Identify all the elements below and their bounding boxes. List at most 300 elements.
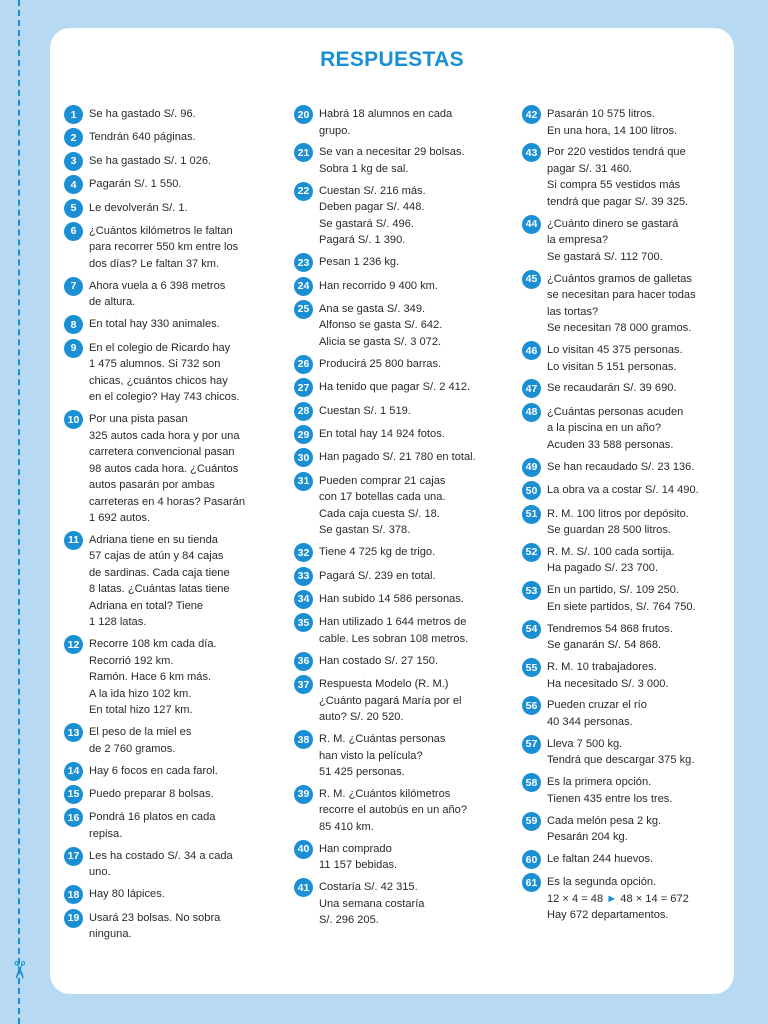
answer-line: ¿Cuántas personas acuden xyxy=(547,405,684,418)
answer-text xyxy=(89,724,191,757)
answer-line: chicas, ¿cuántos chicos hay xyxy=(89,374,228,387)
answer-line: Se van a necesitar 29 bolsas. xyxy=(319,146,465,159)
answer-text xyxy=(319,473,445,539)
answer-number-badge: 6 xyxy=(64,222,83,241)
answer-line: En total hay 330 animales. xyxy=(89,318,220,331)
answer-item xyxy=(522,506,742,539)
answer-line: Cuestan S/. 216 más. xyxy=(319,184,426,197)
answer-text xyxy=(89,223,238,273)
answer-item xyxy=(294,841,514,874)
answer-line: Pagará S/. 239 en total. xyxy=(319,569,436,582)
answer-line: En un partido, S/. 109 250. xyxy=(547,584,679,597)
answer-text xyxy=(89,340,239,406)
answer-line: de sardinas. Cada caja tiene xyxy=(89,566,230,579)
answer-line: Han utilizado 1 644 metros de xyxy=(319,616,467,629)
answer-line: han visto la película? xyxy=(319,749,423,762)
answer-number-badge: 7 xyxy=(64,277,83,296)
answer-line: Pagarán S/. 1 550. xyxy=(89,178,182,191)
answer-line: R. M. 100 litros por depósito. xyxy=(547,507,689,520)
answer-line: Lo visitan 5 151 personas. xyxy=(547,360,677,373)
answer-item xyxy=(294,278,514,296)
answer-line: Puedo preparar 8 bolsas. xyxy=(89,787,214,800)
answer-text xyxy=(319,278,438,295)
answer-line: Han pagado S/. 21 780 en total. xyxy=(319,451,476,464)
answer-line: ¿Cuántos kilómetros le faltan xyxy=(89,224,233,237)
answer-line: R. M. S/. 100 cada sortija. xyxy=(547,545,675,558)
answer-line: Es la segunda opción. xyxy=(547,876,657,889)
answer-item xyxy=(64,200,284,218)
answer-line: Producirá 25 800 barras. xyxy=(319,357,442,370)
answer-number-badge: 61 xyxy=(522,873,541,892)
answer-text xyxy=(89,129,196,146)
answer-line: se necesitan para hacer todas xyxy=(547,289,696,302)
answer-line: ¿Cuánto pagará María por el xyxy=(319,694,462,707)
answer-line: Recorrió 192 km. xyxy=(89,654,174,667)
answer-number-badge: 37 xyxy=(294,675,313,694)
answer-line: 85 410 km. xyxy=(319,820,374,833)
answer-number-badge: 35 xyxy=(294,613,313,632)
answer-line: Lleva 7 500 kg. xyxy=(547,737,623,750)
answer-text xyxy=(547,736,694,769)
answer-line: repisa. xyxy=(89,827,123,840)
answer-text xyxy=(89,848,233,881)
answer-number-badge: 59 xyxy=(522,812,541,831)
answer-text xyxy=(319,106,452,139)
answer-text xyxy=(547,342,683,375)
answer-item xyxy=(294,568,514,586)
cut-line xyxy=(18,0,20,1024)
answer-line: Respuesta Modelo (R. M.) xyxy=(319,678,449,691)
answer-text xyxy=(547,380,677,397)
answer-text xyxy=(319,426,445,443)
answer-text xyxy=(319,614,468,647)
answer-line: Ahora vuela a 6 398 metros xyxy=(89,279,226,292)
answer-line: 57 cajas de atún y 84 cajas xyxy=(89,550,224,563)
answer-text xyxy=(547,697,647,730)
answer-number-badge: 55 xyxy=(522,658,541,677)
answer-line: Alicia se gasta S/. 3 072. xyxy=(319,335,442,348)
answer-text xyxy=(319,301,442,351)
answer-text xyxy=(547,621,673,654)
answer-item xyxy=(64,106,284,124)
answer-line: ninguna. xyxy=(89,928,132,941)
answer-line: Sobra 1 kg de sal. xyxy=(319,162,409,175)
answer-item xyxy=(64,848,284,881)
answer-item xyxy=(522,342,742,375)
answer-number-badge: 49 xyxy=(522,458,541,477)
answer-item xyxy=(522,459,742,477)
answer-line: Pueden comprar 21 cajas xyxy=(319,474,446,487)
answer-item xyxy=(294,301,514,351)
answer-line: Le devolverán S/. 1. xyxy=(89,201,188,214)
answer-item xyxy=(64,786,284,804)
answer-text xyxy=(547,144,688,210)
answer-text xyxy=(319,879,424,929)
answer-number-badge: 27 xyxy=(294,378,313,397)
answer-number-badge: 18 xyxy=(64,885,83,904)
answer-number-badge: 19 xyxy=(64,909,83,928)
answer-line: 325 autos cada hora y por una xyxy=(89,429,240,442)
answer-line: Costaría S/. 42 315. xyxy=(319,881,418,894)
answer-text xyxy=(89,886,165,903)
answers-column-3 xyxy=(522,106,742,929)
answer-line: Les ha costado S/. 34 a cada xyxy=(89,849,233,862)
answer-text xyxy=(319,591,464,608)
answer-number-badge: 57 xyxy=(522,735,541,754)
answer-item xyxy=(64,411,284,527)
answers-column-2 xyxy=(294,106,514,934)
answer-number-badge: 8 xyxy=(64,315,83,334)
answer-item xyxy=(294,786,514,836)
answer-line: Por 220 vestidos tendrá que xyxy=(547,146,686,159)
answer-text xyxy=(89,106,196,123)
answer-line: Cada caja cuesta S/. 18. xyxy=(319,507,440,520)
answer-line: Han costado S/. 27 150. xyxy=(319,654,439,667)
answer-line: El peso de la miel es xyxy=(89,726,192,739)
answer-item xyxy=(64,153,284,171)
answer-line: Ramón. Hace 6 km más. xyxy=(89,671,212,684)
answer-line: Se gastará S/. 112 700. xyxy=(547,250,663,263)
answer-number-badge: 52 xyxy=(522,543,541,562)
answer-line: Alfonso se gasta S/. 642. xyxy=(319,319,443,332)
answer-text xyxy=(319,183,426,249)
answer-line: Hay 80 lápices. xyxy=(89,888,165,901)
answer-text xyxy=(547,851,653,868)
answer-line: En una hora, 14 100 litros. xyxy=(547,124,678,137)
answer-text xyxy=(89,200,188,217)
answer-text xyxy=(547,582,696,615)
answer-text xyxy=(89,153,211,170)
answer-line: ¿Cuántos gramos de galletas xyxy=(547,272,692,285)
answer-number-badge: 36 xyxy=(294,652,313,671)
answer-line: Se necesitan 78 000 gramos. xyxy=(547,322,692,335)
answer-number-badge: 20 xyxy=(294,105,313,124)
answer-line: A la ida hizo 102 km. xyxy=(89,687,192,700)
answer-item xyxy=(64,316,284,334)
answer-line: Se gastan S/. 378. xyxy=(319,524,411,537)
answer-item xyxy=(522,659,742,692)
answer-number-badge: 10 xyxy=(64,410,83,429)
answer-text xyxy=(319,544,435,561)
answer-item xyxy=(522,736,742,769)
answer-line: carreteras en 4 horas? Pasarán xyxy=(89,495,246,508)
answers-column-1 xyxy=(64,106,284,948)
answer-text xyxy=(547,271,696,337)
answer-number-badge: 12 xyxy=(64,635,83,654)
answer-text xyxy=(319,356,441,373)
answer-text xyxy=(319,653,438,670)
answer-item xyxy=(64,532,284,631)
answer-item xyxy=(64,809,284,842)
answer-item xyxy=(522,106,742,139)
answer-number-badge: 30 xyxy=(294,448,313,467)
answer-line: Hay 672 departamentos. xyxy=(547,909,669,922)
answer-line: recorre el autobús en un año? xyxy=(319,804,468,817)
answer-line: Pagará S/. 1 390. xyxy=(319,234,406,247)
answer-item xyxy=(294,426,514,444)
answer-line: Tienen 435 entre los tres. xyxy=(547,792,673,805)
answer-line: Es la primera opción. xyxy=(547,776,652,789)
answer-text xyxy=(547,106,677,139)
answer-text xyxy=(89,176,182,193)
answer-number-badge: 1 xyxy=(64,105,83,124)
answer-item xyxy=(522,774,742,807)
answer-line: carretera convencional pasan xyxy=(89,446,235,459)
answer-number-badge: 16 xyxy=(64,808,83,827)
answer-line: 51 425 personas. xyxy=(319,766,405,779)
answer-text xyxy=(89,910,220,943)
answer-line: Han recorrido 9 400 km. xyxy=(319,279,439,292)
answer-line: Se recaudarán S/. 39 690. xyxy=(547,382,677,395)
answer-line: auto? S/. 20 520. xyxy=(319,711,404,724)
answer-number-badge: 3 xyxy=(64,152,83,171)
answer-line: dos días? Le faltan 37 km. xyxy=(89,257,220,270)
answer-item xyxy=(64,910,284,943)
answer-item xyxy=(522,144,742,210)
answer-text xyxy=(89,316,220,333)
answer-line: R. M. ¿Cuántos kilómetros xyxy=(319,787,451,800)
answer-number-badge: 54 xyxy=(522,620,541,639)
answer-number-badge: 40 xyxy=(294,840,313,859)
answer-line: con 17 botellas cada una. xyxy=(319,491,446,504)
answer-number-badge: 31 xyxy=(294,472,313,491)
answer-item xyxy=(64,724,284,757)
answer-text xyxy=(319,449,476,466)
answer-number-badge: 60 xyxy=(522,850,541,869)
answer-line: Acuden 33 588 personas. xyxy=(547,438,674,451)
answer-number-badge: 32 xyxy=(294,543,313,562)
answer-text xyxy=(89,532,230,631)
answer-item xyxy=(522,404,742,454)
answer-number-badge: 33 xyxy=(294,567,313,586)
answer-number-badge: 41 xyxy=(294,878,313,897)
answer-line: 11 157 bebidas. xyxy=(319,859,398,872)
answer-number-badge: 48 xyxy=(522,403,541,422)
answer-text xyxy=(319,144,465,177)
answer-item xyxy=(64,223,284,273)
answer-line: las tortas? xyxy=(547,305,599,318)
answer-text xyxy=(547,659,669,692)
answer-line: 98 autos cada hora. ¿Cuántos xyxy=(89,462,239,475)
answer-item xyxy=(294,544,514,562)
answer-number-badge: 46 xyxy=(522,341,541,360)
answer-line: pagar S/. 31 460. xyxy=(547,162,633,175)
answer-text xyxy=(319,731,445,781)
answer-item xyxy=(294,676,514,726)
answer-line: Tendremos 54 868 frutos. xyxy=(547,622,673,635)
arrow-icon: ► xyxy=(606,892,618,905)
answer-line: Se ha gastado S/. 96. xyxy=(89,108,196,120)
answer-line: 1 475 alumnos. Si 732 son xyxy=(89,358,221,371)
answer-item xyxy=(522,697,742,730)
answer-text xyxy=(319,254,399,271)
answer-line: Han comprado xyxy=(319,842,392,855)
answer-line: Se ganarán S/. 54 868. xyxy=(547,639,662,652)
answer-line: Adriana en total? Tiene xyxy=(89,599,204,612)
answer-number-badge: 9 xyxy=(64,339,83,358)
answer-number-badge: 26 xyxy=(294,355,313,374)
answer-number-badge: 34 xyxy=(294,590,313,609)
answer-line: de altura. xyxy=(89,296,136,309)
answer-item xyxy=(294,449,514,467)
answer-number-badge: 23 xyxy=(294,253,313,272)
answer-text xyxy=(89,278,225,311)
answer-item xyxy=(294,403,514,421)
answer-line: S/. 296 205. xyxy=(319,914,379,927)
answer-line: Cada melón pesa 2 kg. xyxy=(547,814,662,827)
answer-number-badge: 47 xyxy=(522,379,541,398)
answer-line: Por una pista pasan xyxy=(89,413,188,426)
answer-line: En siete partidos, S/. 764 750. xyxy=(547,600,696,613)
answer-number-badge: 42 xyxy=(522,105,541,124)
answer-line: Ana se gasta S/. 349. xyxy=(319,302,426,315)
answer-text xyxy=(89,786,214,803)
answer-item xyxy=(522,271,742,337)
answer-line: Cuestan S/. 1 519. xyxy=(319,404,411,417)
answer-text xyxy=(547,874,689,924)
answer-number-badge: 22 xyxy=(294,182,313,201)
answer-item xyxy=(294,614,514,647)
answer-text xyxy=(319,568,436,585)
answer-number-badge: 25 xyxy=(294,300,313,319)
answer-line: En el colegio de Ricardo hay xyxy=(89,341,231,354)
answer-line: Tendrá que descargar 375 kg. xyxy=(547,754,695,767)
answer-line: 8 latas. ¿Cuántas latas tiene xyxy=(89,583,230,596)
answer-number-badge: 43 xyxy=(522,143,541,162)
answer-text xyxy=(319,786,467,836)
answer-text xyxy=(547,544,675,577)
answer-line: Tiene 4 725 kg de trigo. xyxy=(319,546,436,559)
answer-line: 12 × 4 = 48 ► 48 × 14 = 672 xyxy=(547,892,689,905)
answer-number-badge: 56 xyxy=(522,696,541,715)
answer-number-badge: 4 xyxy=(64,175,83,194)
answer-number-badge: 14 xyxy=(64,762,83,781)
answer-line: Pondrá 16 platos en cada xyxy=(89,811,216,824)
answer-number-badge: 17 xyxy=(64,847,83,866)
answer-number-badge: 11 xyxy=(64,531,83,550)
answer-text xyxy=(319,676,461,726)
answer-line: Hay 6 focos en cada farol. xyxy=(89,764,218,777)
answer-number-badge: 44 xyxy=(522,215,541,234)
answer-item xyxy=(294,879,514,929)
answer-text xyxy=(547,482,699,499)
answer-item xyxy=(294,473,514,539)
answer-line: Ha tenido que pagar S/. 2 412. xyxy=(319,381,471,394)
answer-item xyxy=(294,254,514,272)
answer-item xyxy=(64,763,284,781)
answer-number-badge: 28 xyxy=(294,402,313,421)
answer-line: En total hizo 127 km. xyxy=(89,704,193,717)
answer-item xyxy=(522,582,742,615)
answer-line: Han subido 14 586 personas. xyxy=(319,592,464,605)
answer-line: autos pasarán por ambas xyxy=(89,479,215,492)
answer-item xyxy=(294,106,514,139)
answer-line: Pueden cruzar el río xyxy=(547,699,647,712)
answer-line: tendrá que pagar S/. 39 325. xyxy=(547,195,689,208)
answer-line: R. M. 10 trabajadores. xyxy=(547,661,657,674)
answer-line: Pesan 1 236 kg. xyxy=(319,256,400,269)
answers-card xyxy=(50,28,734,994)
answer-line: a la piscina en un año? xyxy=(547,422,662,435)
answer-item xyxy=(64,176,284,194)
answer-item xyxy=(294,183,514,249)
answer-line: 1 128 latas. xyxy=(89,616,147,629)
answer-item xyxy=(64,129,284,147)
answer-line: R. M. ¿Cuántas personas xyxy=(319,733,446,746)
answer-number-badge: 15 xyxy=(64,785,83,804)
answer-text xyxy=(547,216,678,266)
answer-text xyxy=(547,813,661,846)
answer-item xyxy=(522,482,742,500)
answer-number-badge: 29 xyxy=(294,425,313,444)
answer-number-badge: 38 xyxy=(294,730,313,749)
scissors-icon: ✂ xyxy=(5,959,33,981)
page-title: RESPUESTAS xyxy=(320,48,464,71)
answer-text xyxy=(547,404,683,454)
answer-line: Ha necesitado S/. 3 000. xyxy=(547,677,669,690)
answer-number-badge: 24 xyxy=(294,277,313,296)
answer-number-badge: 5 xyxy=(64,199,83,218)
answer-number-badge: 53 xyxy=(522,581,541,600)
answer-item xyxy=(522,544,742,577)
answer-line: Adriana tiene en su tienda xyxy=(89,533,218,546)
answer-line: Deben pagar S/. 448. xyxy=(319,201,425,214)
answer-number-badge: 13 xyxy=(64,723,83,742)
answer-text xyxy=(89,763,218,780)
answer-line: ¿Cuánto dinero se gastará xyxy=(547,217,679,230)
answer-item xyxy=(522,621,742,654)
answer-line: 40 344 personas. xyxy=(547,715,633,728)
answer-item xyxy=(64,886,284,904)
answer-item xyxy=(294,356,514,374)
answer-number-badge: 51 xyxy=(522,505,541,524)
answer-line: uno. xyxy=(89,866,111,879)
answer-line: cable. Les sobran 108 metros. xyxy=(319,632,469,645)
answer-item xyxy=(294,731,514,781)
answer-line: Se ha gastado S/. 1 026. xyxy=(89,154,212,167)
answer-line: Usará 23 bolsas. No sobra xyxy=(89,911,221,924)
answer-line: Habrá 18 alumnos en cada xyxy=(319,108,453,120)
answer-line: Ha pagado S/. 23 700. xyxy=(547,562,659,575)
answer-number-badge: 39 xyxy=(294,785,313,804)
answer-text xyxy=(89,411,245,527)
answer-text xyxy=(547,774,672,807)
answer-number-badge: 2 xyxy=(64,128,83,147)
answer-line: para recorrer 550 km entre los xyxy=(89,241,239,254)
answer-item xyxy=(64,278,284,311)
answer-line: Le faltan 244 huevos. xyxy=(547,853,654,866)
answer-line: de 2 760 gramos. xyxy=(89,742,176,755)
answer-item xyxy=(294,379,514,397)
answer-number-badge: 21 xyxy=(294,143,313,162)
answer-text xyxy=(319,841,397,874)
answer-line: la empresa? xyxy=(547,234,609,247)
answer-text xyxy=(547,506,689,539)
answer-item xyxy=(294,591,514,609)
answer-line: Se guardan 28 500 litros. xyxy=(547,524,671,537)
answer-line: grupo. xyxy=(319,124,351,137)
answer-line: Se han recaudado S/. 23 136. xyxy=(547,460,695,473)
answer-line: Lo visitan 45 375 personas. xyxy=(547,344,683,357)
answer-line: Tendrán 640 páginas. xyxy=(89,131,196,144)
answer-item xyxy=(64,636,284,719)
answer-item xyxy=(294,144,514,177)
answer-item xyxy=(522,813,742,846)
answer-item xyxy=(522,874,742,924)
answer-line: La obra va a costar S/. 14 490. xyxy=(547,484,699,497)
answer-text xyxy=(89,636,217,719)
answer-line: en el colegio? Hay 743 chicos. xyxy=(89,391,240,404)
